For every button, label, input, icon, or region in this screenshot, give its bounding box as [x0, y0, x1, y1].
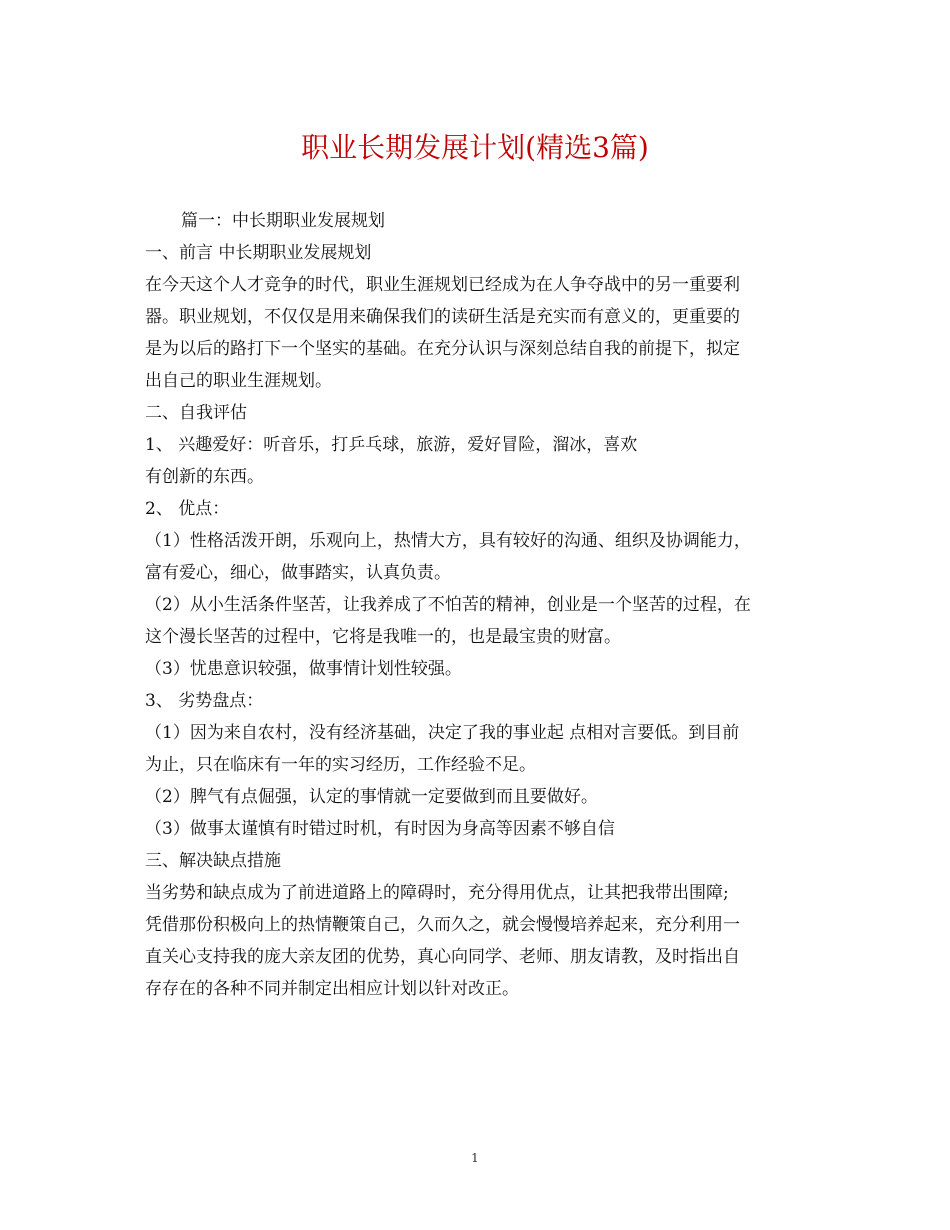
text-line: 一、前言 中长期职业发展规划	[145, 243, 372, 263]
text-line: 富有爱心，细心，做事踏实，认真负责。	[145, 563, 451, 583]
text-line: 2、 优点：	[145, 499, 230, 519]
text-line: 在今天这个人才竞争的时代，职业生涯规划已经成为在人争夺战中的另一重要利	[145, 275, 740, 295]
text-line: 器。职业规划，不仅仅是用来确保我们的读研生活是充实而有意义的，更重要的	[145, 307, 740, 327]
text-line: 存存在的各种不同并制定出相应计划以针对改正。	[145, 979, 519, 999]
text-line: （1）性格活泼开朗，乐观向上，热情大方，具有较好的沟通、组织及协调能力，	[145, 531, 751, 551]
text-line: （1）因为来自农村，没有经济基础，决定了我的事业起 点相对言要低。到目前	[145, 723, 740, 743]
text-line: 这个漫长坚苦的过程中，它将是我唯一的，也是最宝贵的财富。	[145, 627, 621, 647]
text-line: 凭借那份积极向上的热情鞭策自己，久而久之，就会慢慢培养起来，充分利用一	[145, 915, 740, 935]
text-line: （3）做事太谨慎有时错过时机，有时因为身高等因素不够自信	[145, 819, 615, 839]
document-body	[145, 205, 810, 1005]
text-line: 为止，只在临床有一年的实习经历，工作经验不足。	[145, 755, 536, 775]
text-line: 有创新的东西。	[145, 467, 264, 487]
text-line: 三、解决缺点措施	[145, 851, 281, 871]
text-line: 出自己的职业生涯规划。	[145, 371, 332, 391]
text-line: 二、自我评估	[145, 403, 247, 423]
text-line: 是为以后的路打下一个坚实的基础。在充分认识与深刻总结自我的前提下，拟定	[145, 339, 740, 359]
text-line: （2）从小生活条件坚苦，让我养成了不怕苦的精神，创业是一个坚苦的过程，在	[145, 595, 751, 615]
text-line: （3）忧患意识较强，做事情计划性较强。	[145, 659, 462, 679]
text-line: 1、 兴趣爱好：听音乐，打乒乓球，旅游，爱好冒险，溜冰，喜欢	[145, 435, 638, 455]
section-heading: 篇一：中长期职业发展规划	[181, 211, 385, 231]
document-title: 职业长期发展计划(精选3篇)	[301, 131, 649, 164]
page-number: 1	[471, 1151, 479, 1165]
text-line: 当劣势和缺点成为了前进道路上的障碍时，充分得用优点，让其把我带出围障;	[145, 883, 729, 903]
text-line: 3、 劣势盘点：	[145, 691, 264, 711]
text-line: （2）脾气有点倔强，认定的事情就一定要做到而且要做好。	[145, 787, 598, 807]
text-line: 直关心支持我的庞大亲友团的优势，真心向同学、老师、朋友请教，及时指出自	[145, 947, 740, 967]
